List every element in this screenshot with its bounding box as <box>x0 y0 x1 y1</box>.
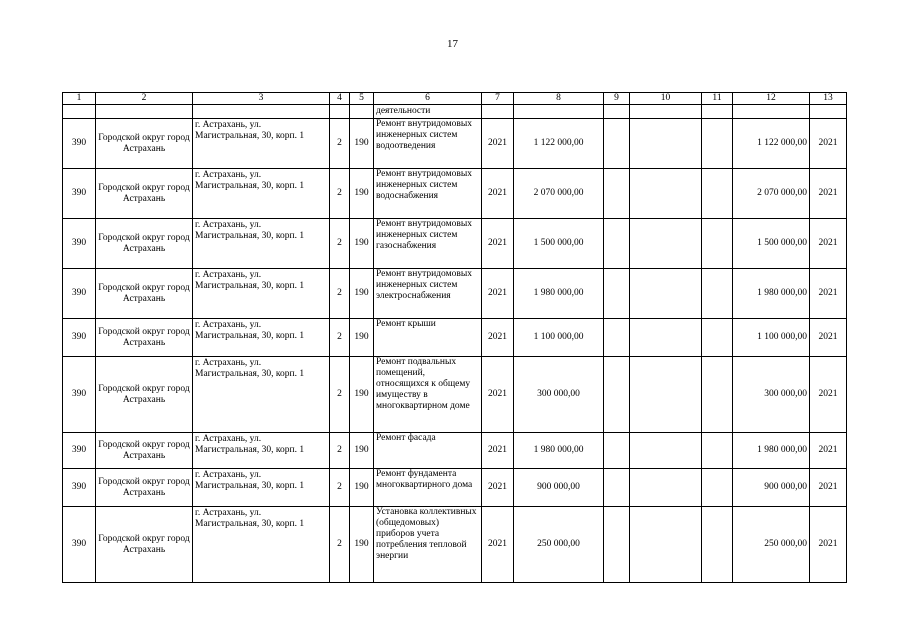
municipality: Городской округ город Астрахань <box>96 433 193 469</box>
col5-value: 190 <box>350 433 374 469</box>
year: 2021 <box>482 219 514 269</box>
row-number: 390 <box>63 119 96 169</box>
end-year: 2021 <box>810 507 847 583</box>
column-number-11: 11 <box>702 93 733 105</box>
continuation-row <box>63 105 847 119</box>
col5-value: 190 <box>350 219 374 269</box>
municipality: Городской округ город Астрахань <box>96 269 193 319</box>
capital-repair-table <box>62 92 847 583</box>
col10-value <box>630 469 702 507</box>
year: 2021 <box>482 169 514 219</box>
col4-value: 2 <box>330 319 350 357</box>
work-type: Ремонт фасада <box>374 433 482 469</box>
row-number: 390 <box>63 269 96 319</box>
col4-value: 2 <box>330 357 350 433</box>
col9-value <box>604 507 630 583</box>
address: г. Астрахань, ул. Магистральная, 30, корп. 1 <box>193 119 330 169</box>
col4-value: 2 <box>330 269 350 319</box>
table-row <box>63 219 847 269</box>
amount: 1 500 000,00 <box>514 219 604 269</box>
end-year: 2021 <box>810 433 847 469</box>
year: 2021 <box>482 357 514 433</box>
col5-value: 190 <box>350 169 374 219</box>
col10-value <box>630 119 702 169</box>
address: г. Астрахань, ул. Магистральная, 30, корп. 1 <box>193 219 330 269</box>
col10-value <box>630 169 702 219</box>
municipality: Городской округ город Астрахань <box>96 507 193 583</box>
work-type: Ремонт крыши <box>374 319 482 357</box>
end-year: 2021 <box>810 119 847 169</box>
address: г. Астрахань, ул. Магистральная, 30, корп. 1 <box>193 269 330 319</box>
total-amount: 1 980 000,00 <box>733 269 810 319</box>
municipality: Городской округ город Астрахань <box>96 319 193 357</box>
end-year: 2021 <box>810 169 847 219</box>
table-row <box>63 433 847 469</box>
end-year: 2021 <box>810 219 847 269</box>
column-number-6: 6 <box>374 93 482 105</box>
work-type: Установка коллективных (общедомовых) приборов учета потребления тепловой энергии <box>374 507 482 583</box>
row-number: 390 <box>63 357 96 433</box>
column-number-9: 9 <box>604 93 630 105</box>
address: г. Астрахань, ул. Магистральная, 30, корп. 1 <box>193 319 330 357</box>
work-type: Ремонт фундамента многоквартирного дома <box>374 469 482 507</box>
column-number-12: 12 <box>733 93 810 105</box>
column-number-2: 2 <box>96 93 193 105</box>
row-number: 390 <box>63 169 96 219</box>
address: г. Астрахань, ул. Магистральная, 30, корп. 1 <box>193 433 330 469</box>
page-number: 17 <box>447 38 458 50</box>
year: 2021 <box>482 119 514 169</box>
col11-value <box>702 433 733 469</box>
col5-value: 190 <box>350 507 374 583</box>
row-number: 390 <box>63 319 96 357</box>
amount: 1 980 000,00 <box>514 269 604 319</box>
continuation-text: деятельности <box>374 105 482 119</box>
year: 2021 <box>482 319 514 357</box>
address: г. Астрахань, ул. Магистральная, 30, корп. 1 <box>193 469 330 507</box>
col4-value: 2 <box>330 507 350 583</box>
total-amount: 300 000,00 <box>733 357 810 433</box>
address: г. Астрахань, ул. Магистральная, 30, корп. 1 <box>193 507 330 583</box>
col4-value: 2 <box>330 469 350 507</box>
col11-value <box>702 119 733 169</box>
col11-value <box>702 319 733 357</box>
col11-value <box>702 507 733 583</box>
row-number: 390 <box>63 507 96 583</box>
col11-value <box>702 469 733 507</box>
end-year: 2021 <box>810 469 847 507</box>
year: 2021 <box>482 433 514 469</box>
col9-value <box>604 169 630 219</box>
col9-value <box>604 269 630 319</box>
total-amount: 1 980 000,00 <box>733 433 810 469</box>
amount: 1 122 000,00 <box>514 119 604 169</box>
year: 2021 <box>482 507 514 583</box>
table-row <box>63 507 847 583</box>
work-type: Ремонт внутридомовых инженерных систем электроснабжения <box>374 269 482 319</box>
col4-value: 2 <box>330 219 350 269</box>
col5-value: 190 <box>350 269 374 319</box>
col10-value <box>630 507 702 583</box>
table-row <box>63 319 847 357</box>
total-amount: 900 000,00 <box>733 469 810 507</box>
col4-value: 2 <box>330 169 350 219</box>
amount: 300 000,00 <box>514 357 604 433</box>
end-year: 2021 <box>810 269 847 319</box>
col5-value: 190 <box>350 319 374 357</box>
column-number-3: 3 <box>193 93 330 105</box>
table-row <box>63 469 847 507</box>
column-number-1: 1 <box>63 93 96 105</box>
col4-value: 2 <box>330 119 350 169</box>
work-type: Ремонт внутридомовых инженерных систем водоснабжения <box>374 169 482 219</box>
col10-value <box>630 433 702 469</box>
municipality: Городской округ город Астрахань <box>96 469 193 507</box>
col5-value: 190 <box>350 469 374 507</box>
column-number-13: 13 <box>810 93 847 105</box>
address: г. Астрахань, ул. Магистральная, 30, корп. 1 <box>193 357 330 433</box>
column-number-5: 5 <box>350 93 374 105</box>
work-type: Ремонт внутридомовых инженерных систем водоотведения <box>374 119 482 169</box>
col11-value <box>702 357 733 433</box>
row-number: 390 <box>63 433 96 469</box>
total-amount: 2 070 000,00 <box>733 169 810 219</box>
end-year: 2021 <box>810 357 847 433</box>
col9-value <box>604 119 630 169</box>
total-amount: 1 500 000,00 <box>733 219 810 269</box>
municipality: Городской округ город Астрахань <box>96 357 193 433</box>
total-amount: 1 122 000,00 <box>733 119 810 169</box>
col11-value <box>702 219 733 269</box>
amount: 250 000,00 <box>514 507 604 583</box>
end-year: 2021 <box>810 319 847 357</box>
year: 2021 <box>482 469 514 507</box>
column-number-8: 8 <box>514 93 604 105</box>
column-number-10: 10 <box>630 93 702 105</box>
col9-value <box>604 433 630 469</box>
work-type: Ремонт подвальных помещений, относящихся к общему имуществу в многоквартирном доме <box>374 357 482 433</box>
amount: 2 070 000,00 <box>514 169 604 219</box>
row-number: 390 <box>63 219 96 269</box>
column-number-4: 4 <box>330 93 350 105</box>
municipality: Городской округ город Астрахань <box>96 219 193 269</box>
col9-value <box>604 219 630 269</box>
col11-value <box>702 269 733 319</box>
total-amount: 250 000,00 <box>733 507 810 583</box>
col9-value <box>604 469 630 507</box>
col9-value <box>604 319 630 357</box>
col4-value: 2 <box>330 433 350 469</box>
col10-value <box>630 219 702 269</box>
col10-value <box>630 269 702 319</box>
row-number: 390 <box>63 469 96 507</box>
column-number-row <box>63 93 847 105</box>
year: 2021 <box>482 269 514 319</box>
col5-value: 190 <box>350 119 374 169</box>
table-row <box>63 357 847 433</box>
total-amount: 1 100 000,00 <box>733 319 810 357</box>
col10-value <box>630 319 702 357</box>
table-row <box>63 169 847 219</box>
municipality: Городской округ город Астрахань <box>96 169 193 219</box>
col9-value <box>604 357 630 433</box>
amount: 1 100 000,00 <box>514 319 604 357</box>
work-type: Ремонт внутридомовых инженерных систем газоснабжения <box>374 219 482 269</box>
municipality: Городской округ город Астрахань <box>96 119 193 169</box>
amount: 900 000,00 <box>514 469 604 507</box>
col10-value <box>630 357 702 433</box>
col11-value <box>702 169 733 219</box>
table-row <box>63 269 847 319</box>
table-row <box>63 119 847 169</box>
amount: 1 980 000,00 <box>514 433 604 469</box>
column-number-7: 7 <box>482 93 514 105</box>
address: г. Астрахань, ул. Магистральная, 30, корп. 1 <box>193 169 330 219</box>
col5-value: 190 <box>350 357 374 433</box>
